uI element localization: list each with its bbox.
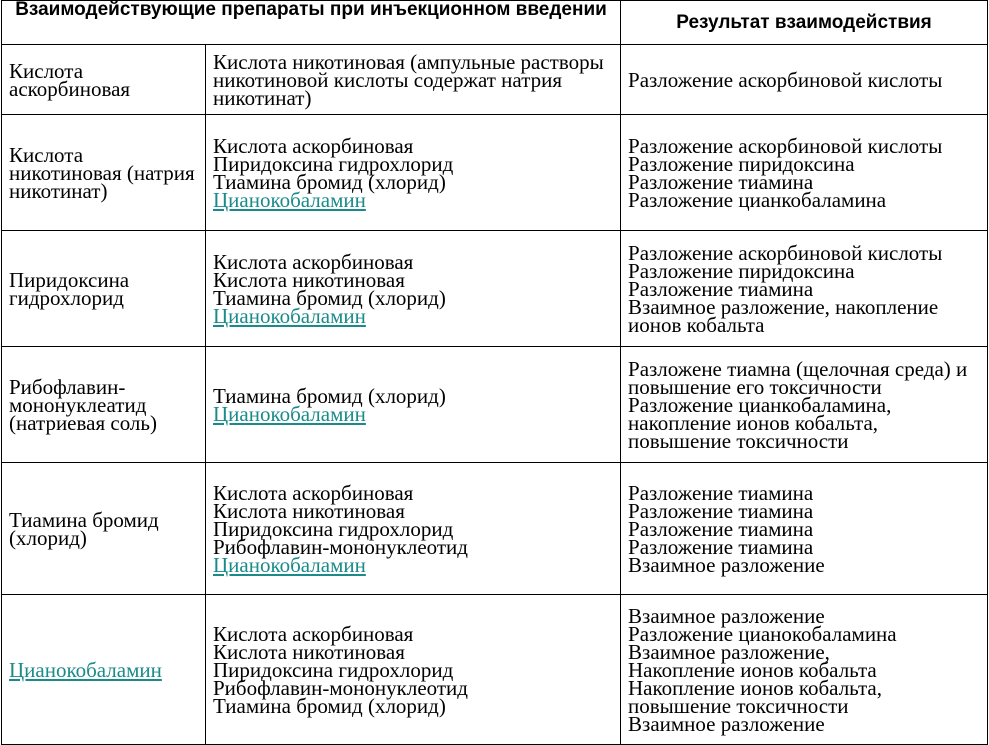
interacting-drug: Кислота аскорбиновая <box>213 480 414 505</box>
interacting-drug-link[interactable]: Цианокобаламин <box>213 187 366 212</box>
table-row <box>2 115 988 231</box>
interacting-drug: Пиридоксина гидрохлорид <box>213 151 454 176</box>
interacting-drug: Рибофлавин-мононуклеотид <box>213 534 468 559</box>
header-interacting-drugs: Взаимодействующие препараты при инъекционном введении <box>2 1 621 45</box>
result-text: Разложение цианокобаламина <box>628 621 897 646</box>
interacting-drug: Тиамина бромид (хлорид) <box>213 693 446 718</box>
header-row <box>2 1 988 45</box>
interacting-drugs-cell <box>206 45 621 115</box>
interacting-drugs-cell <box>206 595 621 745</box>
interacting-drug-link[interactable]: Цианокобаламин <box>213 303 366 328</box>
drug-cell <box>2 115 206 231</box>
interacting-drug: Кислота никотиновая <box>213 267 405 292</box>
drug-name: Кислота никотиновая (натрия никотинат) <box>9 142 195 203</box>
result-text: Накопление ионов кобальта <box>628 657 877 682</box>
interacting-drugs-cell <box>206 463 621 595</box>
drug-cell <box>2 45 206 115</box>
table-row <box>2 347 988 463</box>
interacting-drug: Тиамина бромид (хлорид) <box>213 383 446 408</box>
interacting-drug: Кислота аскорбиновая <box>213 621 414 646</box>
drug-cell <box>2 231 206 347</box>
result-cell <box>621 463 988 595</box>
table-row <box>2 231 988 347</box>
result-text: Разложение тиамина <box>628 516 814 541</box>
result-text: Разложение тиамина <box>628 534 814 559</box>
result-cell <box>621 231 988 347</box>
interacting-drug: Пиридоксина гидрохлорид <box>213 657 454 682</box>
interacting-drug: Тиамина бромид (хлорид) <box>213 285 446 310</box>
interacting-drugs-cell <box>206 231 621 347</box>
interacting-drug: Кислота никотиновая <box>213 639 405 664</box>
result-text: Взаимное разложение <box>628 552 825 577</box>
result-cell <box>621 115 988 231</box>
result-text: Разложение цианкобаламина <box>628 187 887 212</box>
result-text: Разложение тиамина <box>628 480 814 505</box>
result-text: Взаимное разложение, <box>628 639 830 664</box>
result-text: Накопление ионов кобальта, повышение токсичности <box>628 675 882 718</box>
result-text: Разложение пиридоксина <box>628 151 855 176</box>
drug-name: Рибофлавин-мононуклеатид (натриевая соль) <box>9 374 157 435</box>
result-text: Взаимное разложение, накопление ионов кобальта <box>628 294 939 337</box>
result-text: Взаимное разложение <box>628 603 825 628</box>
interaction-table <box>1 0 988 745</box>
header-result: Результат взаимодействия <box>621 1 988 45</box>
table-row <box>2 595 988 745</box>
result-text: Разложение цианкобаламина, накопление ионов кобальта, повышение токсичности <box>628 392 892 453</box>
interacting-drug: Пиридоксина гидрохлорид <box>213 516 454 541</box>
result-text: Разложене тиамна (щелочная среда) и повышение его токсичности <box>628 356 968 399</box>
table-row <box>2 463 988 595</box>
result-text: Разложение аскорбиновой кислоты <box>628 133 943 158</box>
interacting-drug-link[interactable]: Цианокобаламин <box>213 401 366 426</box>
drug-name: Тиамина бромид (хлорид) <box>9 507 159 550</box>
interacting-drug: Кислота аскорбиновая <box>213 133 414 158</box>
drug-name: Кислота аскорбиновая <box>9 58 131 101</box>
result-text: Разложение тиамина <box>628 276 814 301</box>
result-cell <box>621 45 988 115</box>
drug-cell <box>2 595 206 745</box>
drug-link[interactable]: Цианокобаламин <box>9 657 162 682</box>
interacting-drug: Рибофлавин-мононуклеотид <box>213 675 468 700</box>
drug-name: Пиридоксина гидрохлорид <box>9 267 130 310</box>
interacting-drug: Кислота аскорбиновая <box>213 249 414 274</box>
result-cell <box>621 595 988 745</box>
drug-cell <box>2 347 206 463</box>
interacting-drug: Кислота никотиновая <box>213 498 405 523</box>
result-cell <box>621 347 988 463</box>
result-text: Разложение пиридоксина <box>628 258 855 283</box>
result-text: Разложение тиамина <box>628 169 814 194</box>
table-row <box>2 45 988 115</box>
interacting-drug: Тиамина бромид (хлорид) <box>213 169 446 194</box>
interacting-drug: Кислота никотиновая (ампульные растворы никотиновой кислоты содержат натрия никотинат) <box>213 49 604 110</box>
interacting-drugs-cell <box>206 115 621 231</box>
result-text: Разложение аскорбиновой кислоты <box>628 67 943 92</box>
result-text: Взаимное разложение <box>628 711 825 736</box>
result-text: Разложение аскорбиновой кислоты <box>628 240 943 265</box>
result-text: Разложение тиамина <box>628 498 814 523</box>
interacting-drugs-cell <box>206 347 621 463</box>
interacting-drug-link[interactable]: Цианокобаламин <box>213 552 366 577</box>
drug-cell <box>2 463 206 595</box>
